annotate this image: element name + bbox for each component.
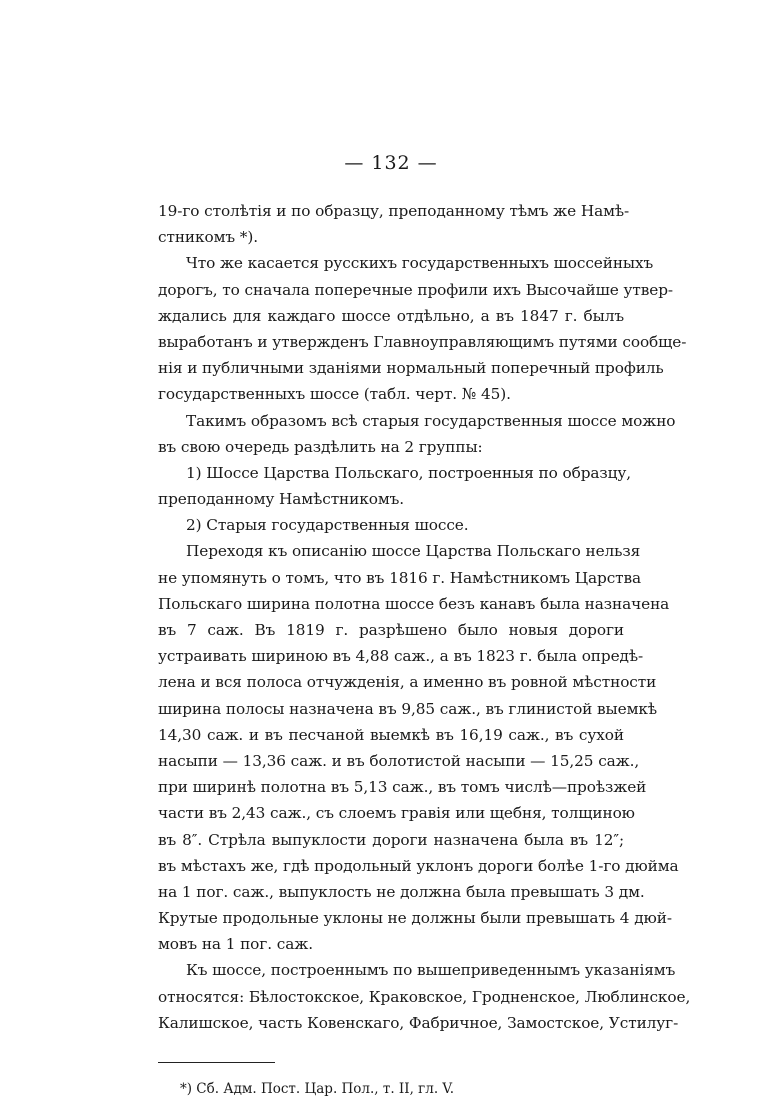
text-line: Калишское, часть Ковенскаго, Фабричное, Замостское, Устилуг- bbox=[158, 1013, 679, 1032]
text-line: нія и публичными зданіями нормальный поперечный профиль bbox=[158, 359, 664, 378]
text-line: при ширинѣ полотна въ 5,13 саж., въ томъ числѣ—проѣзжей bbox=[158, 778, 647, 797]
footnote: *) Сб. Адм. Пост. Цар. Пол., т. II, гл. V. bbox=[180, 1081, 455, 1097]
text-line: ширина полосы назначена въ 9,85 саж., въ глинистой выемкѣ bbox=[158, 699, 657, 718]
text-line: Польскаго ширина полотна шоссе безъ канавъ была назначена bbox=[158, 594, 670, 613]
text-line: государственныхъ шоссе (табл. черт. № 45). bbox=[158, 385, 511, 404]
text-line: Что же касается русскихъ государственныхъ шоссейныхъ bbox=[186, 254, 654, 273]
text-line: выработанъ и утвержденъ Главноуправляющимъ путями сообще- bbox=[158, 332, 687, 351]
text-line: 14,30 саж. и въ песчаной выемкѣ въ 16,19 саж., въ сухой bbox=[158, 725, 624, 744]
text-line: устраивать шириною въ 4,88 саж., а въ 1823 г. была опредѣ- bbox=[158, 647, 644, 666]
text-line: лена и вся полоса отчужденія, а именно въ ровной мѣстности bbox=[158, 673, 657, 692]
text-line: насыпи — 13,36 саж. и въ болотистой насыпи — 15,25 саж., bbox=[158, 751, 640, 770]
text-line: въ 7 саж. Въ 1819 г. разрѣшено было новыя дороги bbox=[158, 621, 624, 639]
text-line: Такимъ образомъ всѣ старыя государственныя шоссе можно bbox=[186, 411, 676, 430]
text-line: не упомянуть о томъ, что въ 1816 г. Намѣстникомъ Царства bbox=[158, 568, 642, 587]
text-line: Переходя къ описанію шоссе Царства Польскаго нельзя bbox=[186, 542, 641, 561]
text-line: Къ шоссе, построеннымъ по вышеприведеннымъ указаніямъ bbox=[186, 961, 676, 980]
text-line: части въ 2,43 саж., съ слоемъ гравія или щебня, толщиною bbox=[158, 804, 635, 823]
text-line: стникомъ *). bbox=[158, 228, 258, 247]
text-line: ждались для каждаго шоссе отдѣльно, а въ 1847 г. былъ bbox=[158, 306, 624, 325]
text-line: дорогъ, то сначала поперечные профили ихъ Высочайше утвер- bbox=[158, 280, 673, 299]
text-line: въ 8″. Стрѣла выпуклости дороги назначена была въ 12″; bbox=[158, 830, 624, 849]
text-line: въ мѣстахъ же, гдѣ продольный уклонъ дороги болѣе 1-го дюйма bbox=[158, 856, 679, 875]
text-line: 1) Шоссе Царства Польскаго, построенныя по образцу, bbox=[186, 463, 632, 482]
text-line: 2) Старыя государственныя шоссе. bbox=[186, 516, 469, 535]
text-line: на 1 пог. саж., выпуклость не должна была превышать 3 дм. bbox=[158, 882, 645, 901]
text-line: преподанному Намѣстникомъ. bbox=[158, 490, 405, 509]
text-line: мовъ на 1 пог. саж. bbox=[158, 935, 313, 954]
footnote-divider bbox=[158, 1062, 275, 1063]
page-number: — 132 — bbox=[344, 152, 438, 174]
text-line: относятся: Бѣлостокское, Краковское, Гродненское, Люблинское, bbox=[158, 987, 691, 1006]
body-text bbox=[158, 198, 691, 1036]
document-page bbox=[158, 150, 691, 1099]
text-line: въ свою очередь раздѣлить на 2 группы: bbox=[158, 437, 483, 456]
text-line: 19-го столѣтія и по образцу, преподанному тѣмъ же Намѣ- bbox=[158, 202, 630, 220]
text-line: Крутые продольные уклоны не должны были превышать 4 дюй- bbox=[158, 909, 672, 928]
